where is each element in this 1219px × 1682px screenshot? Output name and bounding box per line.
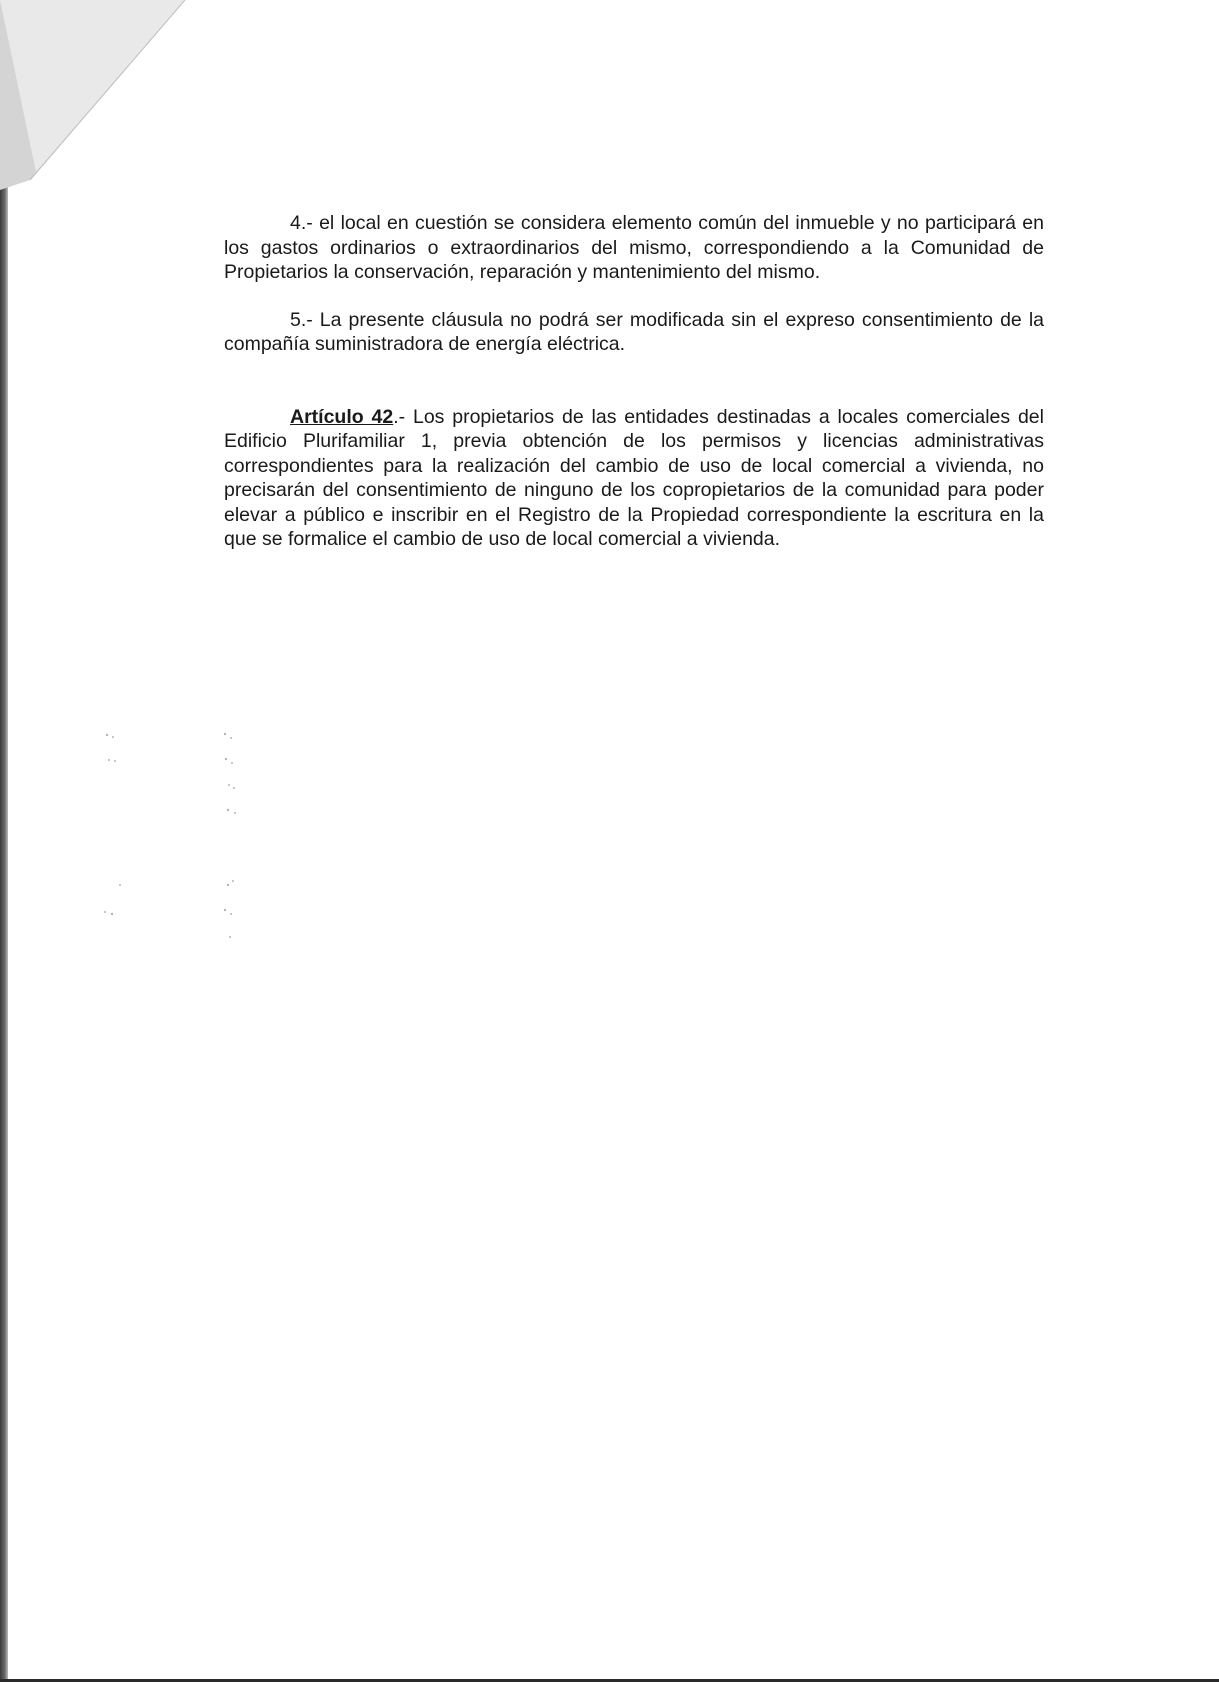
document-body bbox=[224, 211, 1044, 552]
folded-corner-shadow bbox=[0, 0, 190, 190]
scan-left-edge bbox=[0, 0, 8, 1682]
article-body: Los propietarios de las entidades destinadas a locales comerciales del Edificio Plurifamiliar 1, previa obtención de los permisos y licencias administrativas correspondientes para la realización del cambio de uso de local comercial a vivienda, no precisarán del consentimiento de ninguno de los copropietarios de la comunidad para poder elevar a público e inscribir en el Registro de la Propiedad correspondiente la escritura en la que se formalice el cambio de uso de local comercial a vivienda. bbox=[224, 405, 1044, 550]
clause-4-paragraph: 4.- el local en cuestión se considera elemento común del inmueble y no participará en los gastos ordinarios o extraordinarios del mismo, correspondiendo a la Comunidad de Propietarios la conservación, reparación y mantenimiento del mismo. bbox=[224, 212, 1044, 283]
article-42-paragraph bbox=[224, 405, 1044, 552]
clause-5-paragraph: 5.- La presente cláusula no podrá ser modificada sin el expreso consentimiento de la compañía suministradora de energía eléctrica. bbox=[224, 308, 1044, 355]
article-heading: Artículo 42 bbox=[290, 405, 394, 428]
scan-noise-specks bbox=[95, 730, 255, 950]
article-separator: .- bbox=[393, 405, 413, 428]
